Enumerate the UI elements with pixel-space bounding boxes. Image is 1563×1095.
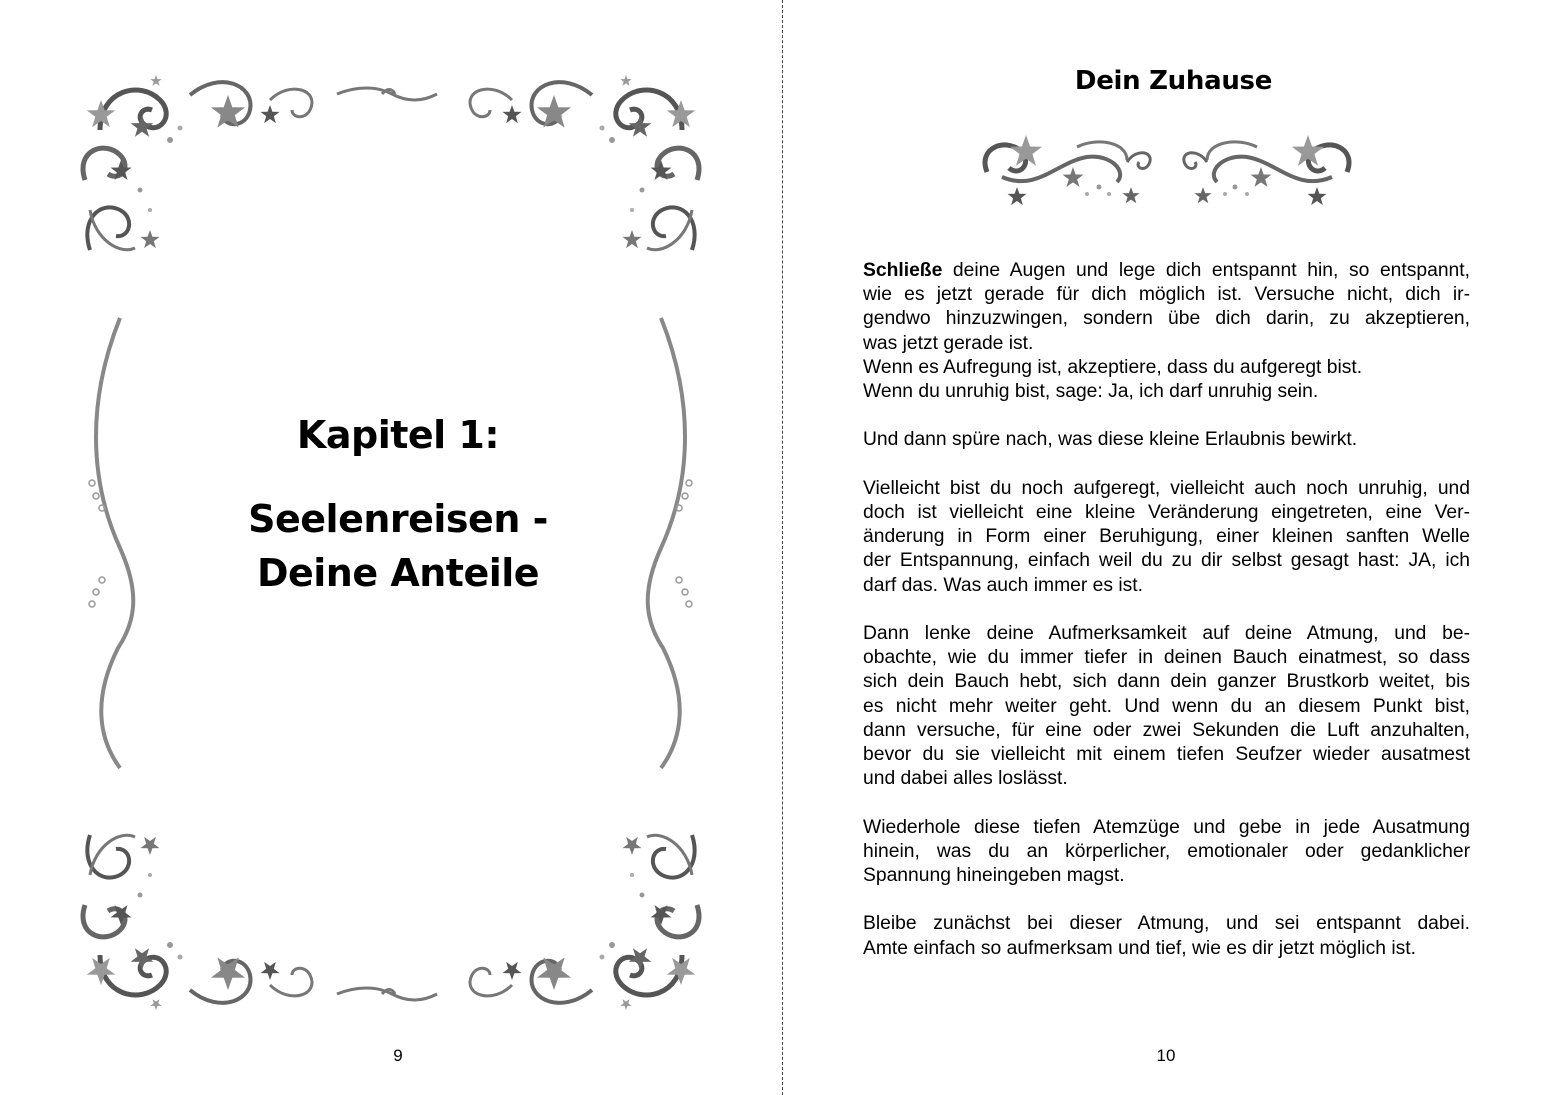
text-line: Amte einfach so aufmerksam und tief, wie es dir jetzt möglich ist. — [863, 937, 1416, 959]
body-paragraph — [863, 816, 1470, 889]
text-line: obachte, wie du immer tiefer in deinen Bauch einatmest, so dass — [863, 647, 1470, 669]
text-line: wie es jetzt gerade für dich möglich ist. Versuche nicht, dich ir- — [863, 284, 1470, 306]
chapter-label: Kapitel 1: — [296, 413, 500, 457]
page-number-right: 10 — [1156, 1046, 1176, 1065]
page-fold-divider — [782, 0, 783, 1095]
body-paragraph — [863, 912, 1470, 960]
text-line: Wenn es Aufregung ist, akzeptiere, dass du aufgeregt bist. — [863, 356, 1363, 378]
text-line: Bleibe zunächst bei dieser Atmung, und sei entspannt dabei. — [863, 913, 1470, 935]
body-text — [863, 259, 1470, 985]
text-line: Und dann spüre nach, was diese kleine Erlaubnis bewirkt. — [863, 429, 1358, 451]
star-swirl-divider-ornament — [977, 132, 1357, 212]
text-line: hinein, was du an körperlicher, emotionaler oder gedanklicher — [863, 840, 1470, 862]
text-line: Wenn du unruhig bist, sage: Ja, ich darf unruhig sein. — [863, 381, 1319, 403]
text-line: darf das. Was auch immer es ist. — [863, 574, 1144, 596]
text-line: Schließe deine Augen und lege dich entspannt hin, so entspannt, — [863, 260, 1470, 281]
text-line: sich dein Bauch hebt, sich dann dein ganzer Brustkorb weitet, bis — [863, 671, 1470, 693]
text-line: dann versuche, für eine oder zwei Sekunden die Luft anzuhalten, — [863, 719, 1470, 741]
text-line: Wiederhole diese tiefen Atemzüge und gebe in jede Ausatmung — [863, 816, 1470, 838]
body-paragraph — [863, 622, 1470, 791]
text-line: Spannung hineingeben magst. — [863, 865, 1125, 887]
chapter-title-line-1: Seelenreisen - — [248, 497, 548, 541]
text-line: und dabei alles loslässt. — [863, 768, 1068, 790]
section-title: Dein Zuhause — [1074, 66, 1273, 96]
text-line: änderung in Form einer Beruhigung, einer kleinen sanften Welle — [863, 526, 1470, 548]
right-page — [784, 0, 1563, 1095]
text-line: der Entspannung, einfach weil du zu dir selbst gesagt hast: JA, ich — [863, 550, 1470, 572]
body-paragraph — [863, 428, 1470, 452]
chapter-title-line-2: Deine Anteile — [256, 551, 540, 595]
text-line: doch ist vielleicht eine kleine Veränderung eingetreten, eine Ver- — [863, 502, 1470, 523]
body-paragraph — [863, 477, 1470, 598]
text-line: was jetzt gerade ist. — [863, 332, 1034, 354]
text-line: gendwo hinzuzwingen, sondern übe dich darin, zu akzeptieren, — [863, 308, 1470, 330]
text-line: Dann lenke deine Aufmerksamkeit auf deine Atmung, und be- — [863, 623, 1470, 644]
chapter-title — [160, 408, 636, 600]
text-line: bevor du sie vielleicht mit einem tiefen Seufzer wieder ausatmest — [863, 744, 1470, 766]
body-paragraph — [863, 259, 1470, 404]
text-line: es nicht mehr weiter geht. Und wenn du an diesem Punkt bist, — [863, 695, 1470, 717]
bold-lead-word: Schließe — [863, 260, 943, 281]
page-number-left: 9 — [393, 1046, 403, 1065]
text-line: Vielleicht bist du noch aufgeregt, vielleicht auch noch unruhig, und — [863, 477, 1470, 499]
